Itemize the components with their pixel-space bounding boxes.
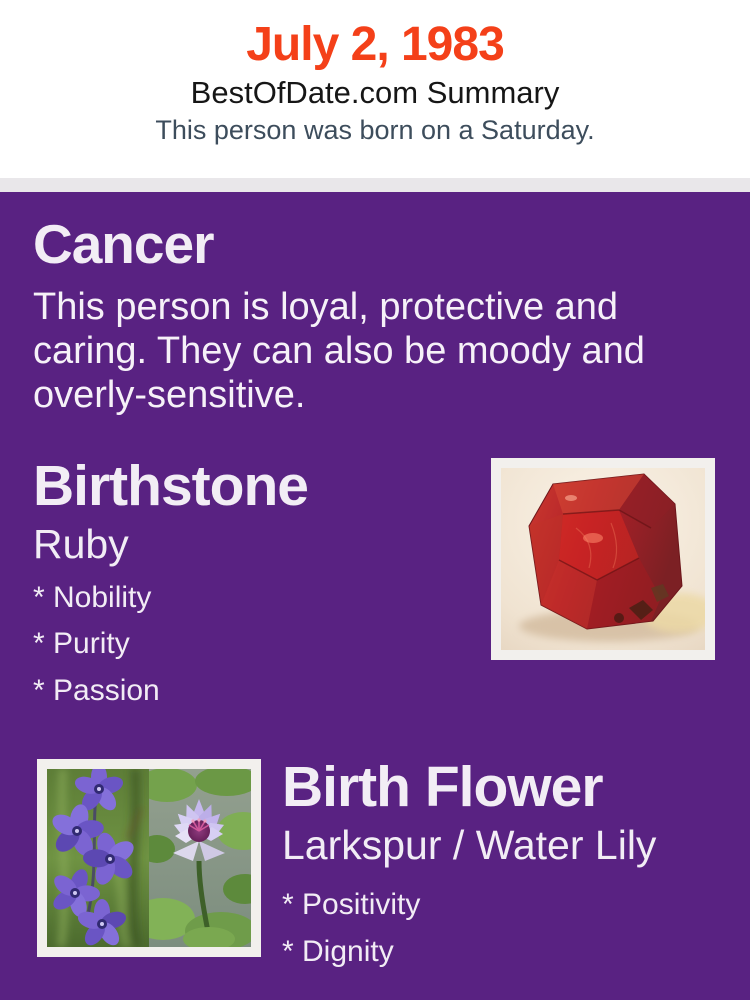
born-day-subtitle: This person was born on a Saturday. <box>155 114 595 145</box>
birthstone-section <box>33 453 715 722</box>
birthstone-trait: * Passion <box>33 673 160 707</box>
zodiac-sign-heading: Cancer <box>33 213 214 275</box>
ruby-photo-frame <box>491 458 715 660</box>
section-divider <box>0 178 750 192</box>
page-title-date: July 2, 1983 <box>246 18 504 71</box>
birth-flower-heading: Birth Flower <box>282 755 603 820</box>
birth-flower-name: Larkspur / Water Lily <box>282 822 657 869</box>
birthstone-heading: Birthstone <box>33 453 308 518</box>
birth-flower-trait: * Positivity <box>282 888 421 922</box>
birth-flower-trait: * Dignity <box>282 934 394 968</box>
larkspur-photo <box>47 769 149 947</box>
birth-flower-traits-list <box>282 889 656 967</box>
birthstone-trait: * Nobility <box>33 580 152 614</box>
main-panel <box>0 192 750 1000</box>
birth-flower-text-column <box>282 755 657 982</box>
birthstone-name: Ruby <box>33 520 129 567</box>
water-lily-photo <box>149 769 251 947</box>
zodiac-description: This person is loyal, protective and caring. They can also be moody and overly-sensitive. <box>33 285 645 417</box>
site-title: BestOfDate.com Summary <box>190 75 560 111</box>
flower-photo-frame <box>37 759 261 957</box>
birthstone-trait: * Purity <box>33 627 130 661</box>
birth-flower-section <box>33 755 715 982</box>
birthstone-text-column <box>33 453 308 722</box>
flower-photo-pair <box>47 769 251 947</box>
ruby-photo <box>501 468 705 650</box>
birthstone-traits-list <box>33 582 308 707</box>
header <box>0 0 750 178</box>
